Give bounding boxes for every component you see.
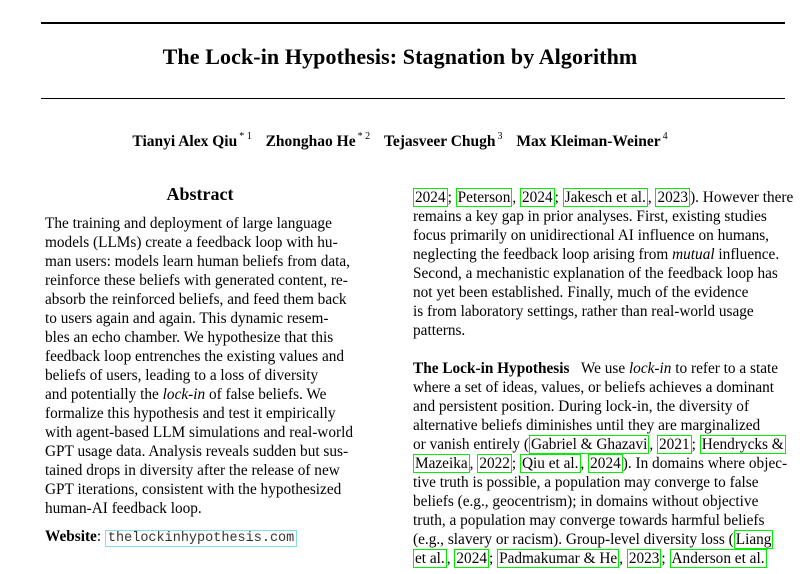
body-line: not yet been established. Finally, much of the evidence: [413, 284, 749, 301]
citation-link[interactable]: 2023: [628, 550, 660, 567]
top-rule: [41, 22, 785, 24]
citation-link[interactable]: Peterson: [457, 189, 511, 206]
citation-link[interactable]: 2024: [456, 550, 487, 567]
body-line: remains a key gap in prior analyses. First, existing studies: [413, 208, 767, 225]
abstract-line: absorb the reinforced beliefs, and feed them back: [45, 291, 347, 308]
body-line: and persistent position. During lock-in, the diversity of: [413, 398, 750, 415]
abstract-line: formalize this hypothesis and test it empirically: [45, 405, 336, 422]
citation-link[interactable]: Qiu et al.: [522, 455, 579, 472]
body-line: truth, a population may converge towards harmful beliefs: [413, 512, 765, 529]
citation-link[interactable]: Mazeika: [415, 455, 468, 472]
body-line: or vanish entirely ( Gabriel & Ghazavi , 2021 ; Hendrycks &: [413, 436, 784, 453]
author: Tejasveer Chugh $^3$: [383, 131, 503, 150]
abstract-line: man users: models learn human beliefs from data,: [45, 253, 350, 270]
author: Max Kleiman-Weiner $^4$: [516, 131, 668, 150]
body-line: focus primarily on unidirectional AI influence on humans,: [413, 227, 769, 244]
website-link[interactable]: thelockinhypothesis.com: [105, 530, 297, 547]
body-line: Second, a mechanistic explanation of the feedback loop has: [413, 265, 778, 282]
website-label: Website: [45, 528, 97, 545]
citation-link[interactable]: Liang: [735, 531, 772, 548]
abstract-line: feedback loop entrenches the existing values and: [45, 348, 345, 365]
body-line: neglecting the feedback loop arising from mutual influence.: [413, 246, 780, 263]
abstract-line: tained drops in diversity after the release of new: [45, 462, 340, 479]
author: Zhonghao He $^{* 2}$: [265, 131, 371, 150]
body-line: Mazeika , 2022 ; Qiu et al. , 2024 ). In domains where objec-: [415, 455, 788, 472]
body-line: 2024 ; Peterson , 2024 ; Jakesch et al. , 2023 ). However there: [415, 189, 794, 206]
abstract-line: GPT usage data. Analysis reveals sudden but sus-: [45, 443, 349, 460]
abstract-line: The training and deployment of large language: [45, 215, 332, 232]
citation-link[interactable]: Jakesch et al.: [564, 189, 646, 206]
abstract-line: with agent-based LLM simulations and real-world: [45, 424, 353, 441]
abstract-line: to users again and again. This dynamic resem-: [45, 310, 329, 327]
citation-link[interactable]: Gabriel & Ghazavi: [530, 436, 648, 453]
author-list: [0, 131, 800, 151]
citation-link[interactable]: 2024: [590, 455, 621, 472]
citation-link[interactable]: 2023: [657, 189, 689, 206]
body-line: alternative beliefs diminishes until they are marginalized: [413, 417, 761, 434]
section-line: The Lock-in Hypothesis We use lock-in to refer to a state: [413, 360, 779, 377]
paper-title: The Lock-in Hypothesis: Stagnation by Algorithm: [162, 44, 638, 69]
abstract-line: human-AI feedback loop.: [45, 500, 202, 517]
body-line: et al. , 2024 ; Padmakumar & He , 2023 ; Anderson et al.: [415, 550, 765, 567]
abstract-line: bles an echo chamber. We hypothesize that this: [45, 329, 334, 346]
citation-link[interactable]: 2024: [415, 189, 446, 206]
abstract-line: reinforce these beliefs with generated content, re-: [45, 272, 348, 289]
citation-link[interactable]: 2021: [659, 436, 690, 453]
citation-link[interactable]: Hendrycks &: [701, 436, 784, 453]
body-line: beliefs (e.g., geocentrism); in domains without objective: [413, 493, 759, 510]
section-heading: The Lock-in Hypothesis: [413, 360, 570, 377]
title-bottom-rule: [41, 98, 785, 99]
citation-link[interactable]: et al.: [415, 550, 445, 567]
body-line: tive truth is possible, a population may converge to false: [413, 474, 759, 491]
body-line: patterns.: [413, 322, 466, 339]
author: Tianyi Alex Qiu $^{* 1}$: [132, 131, 252, 150]
body-line: where a set of ideas, values, or beliefs achieves a dominant: [413, 379, 775, 396]
citation-link[interactable]: Anderson et al.: [671, 550, 765, 567]
abstract-heading: Abstract: [166, 184, 234, 204]
abstract-line: and potentially the lock-in of false beliefs. We: [45, 386, 327, 403]
body-line: (e.g., slavery or racism). Group-level diversity loss ( Liang: [413, 531, 772, 548]
abstract-line: models (LLMs) create a feedback loop with hu-: [45, 234, 338, 251]
abstract-line: beliefs of users, leading to a loss of diversity: [45, 367, 319, 384]
website-line: Website: thelockinhypothesis.com: [45, 527, 297, 546]
citation-link[interactable]: 2022: [479, 455, 510, 472]
citation-link[interactable]: Padmakumar & He: [499, 550, 618, 567]
citation-link[interactable]: 2024: [522, 189, 553, 206]
abstract-line: GPT iterations, consistent with the hypothesized: [45, 481, 342, 498]
body-line: is from laboratory settings, rather than real-world usage: [413, 303, 754, 320]
